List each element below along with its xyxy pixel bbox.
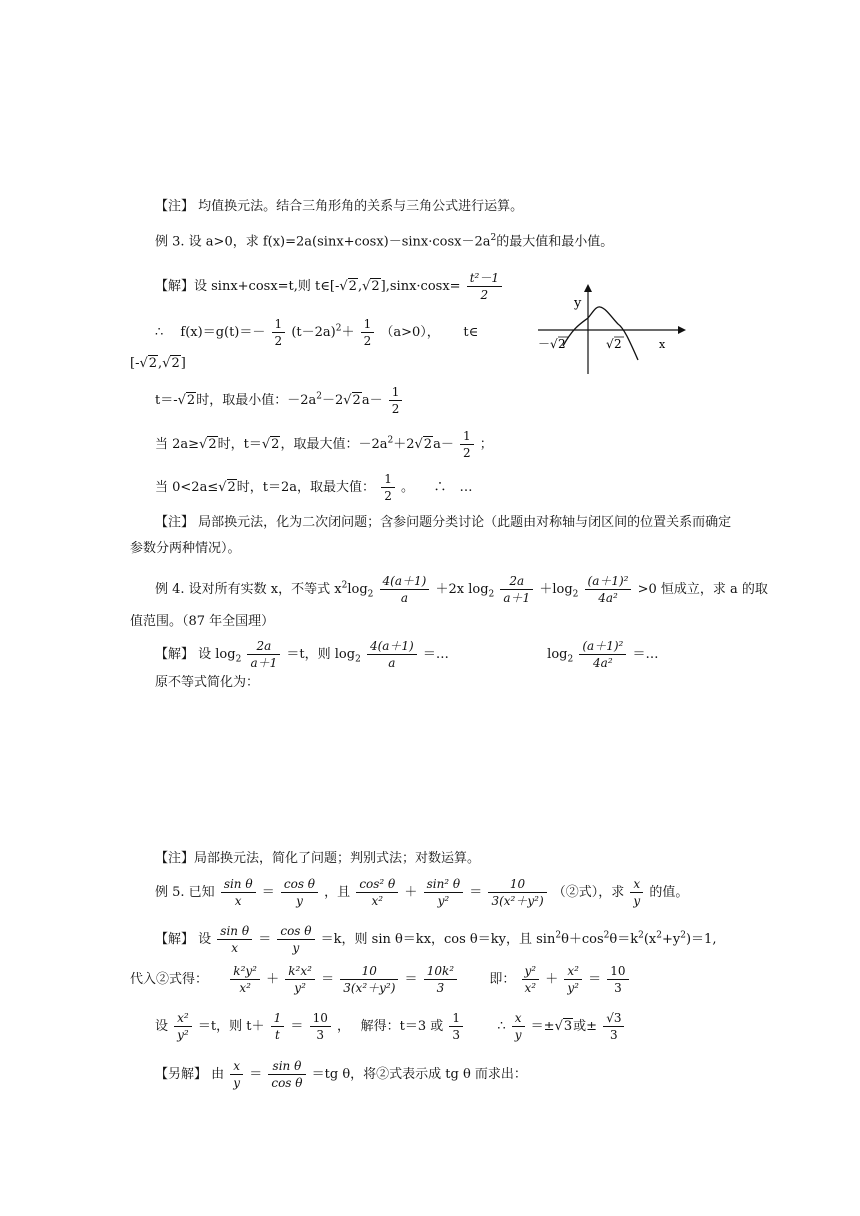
note-2-line-2: 参数分两种情况）。 bbox=[130, 541, 241, 556]
example-5: 例 5. 已知 $\frac{\text{sin θ}}{x}$ ＝ $\frac{\text{cos θ}}{y}$ ，且 $\frac{\text{cos² θ}}{\text{x²}}$ ＋ $\frac{\text{sin² θ}}{\text{y²}}$ ＝ $\frac{10}{\text{3(x²＋y²)}}$ （②式），求 $\frac{x}{y}$ 的值。 bbox=[155, 877, 689, 908]
function-line: ∴ f(x)＝g(t)＝－ $\frac{1}{2}$ $(t-2a)^2+$ $\frac{1}{2}$ （a>0）， t∈ bbox=[155, 317, 479, 348]
set-t-line: 设 $\frac{\text{x²}}{\text{y²}}$ ＝t，则 t＋ $\frac{1}{t}$ ＝ $\frac{10}{3}$ ， 解得：t＝3 或 $\frac{1}{3}$ ∴ $\frac{x}{y}$ ＝±√3或± $\frac{√3}{3}$ bbox=[155, 1012, 626, 1041]
y-axis-arrow bbox=[584, 284, 592, 292]
x-label: x bbox=[659, 338, 666, 351]
alternative-solution: 【另解】 由 $\frac{x}{y}$ ＝ $\frac{\text{sin θ}}{\text{cos θ}}$ ＝tg θ，将②式表示成 tg θ 而求出： bbox=[155, 1059, 527, 1090]
example-4: 例 4. 设对所有实数 x，不等式 $x^2\log_2$ $\frac{4(a+1)}{a}$ ＋2x $\log_2$ $\frac{2a}{a+1}$ $+\log_2$ $\frac{\text{(a＋1)²}}{\text{4a²}}$ >0 恒成立，求 a 的取 bbox=[155, 574, 768, 605]
substitution-line: 代入②式得： $\frac{\text{k²y²}}{\text{x²}}$ ＋ $\frac{\text{k²x²}}{\text{y²}}$ ＝ $\frac{10}{\text{3(x²＋y²)}}$ ＝ $\frac{\text{10k²}}{3}$ 即： $\frac{\text{y²}}{\text{x²}}$ ＋ $\frac{\text{x²}}{\text{y²}}$ ＝ $\frac{10}{3}$ bbox=[130, 965, 631, 994]
curve bbox=[563, 307, 638, 360]
interval: [-√2,√2] bbox=[130, 356, 186, 371]
simplify-label: 原不等式简化为： bbox=[155, 675, 260, 690]
y-label: y bbox=[574, 296, 582, 311]
note-2-line-1: 【注】 局部换元法，化为二次闭问题；含参问题分类讨论（此题由对称轴与闭区间的位置关系而确定 bbox=[155, 515, 732, 530]
neg-root-2: 2 bbox=[558, 337, 566, 351]
svg-text:√: √ bbox=[606, 337, 614, 351]
fraction: $\frac{\text{t²－1}}{2}$ bbox=[467, 272, 502, 301]
min-value-line: t＝-√2时，取最小值：$-2a^2-2√2a-$ $\frac{1}{2}$ bbox=[155, 386, 404, 415]
x-axis-arrow bbox=[678, 326, 686, 334]
graph bbox=[538, 282, 688, 382]
example-3: 例 3. 设 a>0，求 $f(x)=2a(\sin x+\cos x)-\sin x\cdot\cos x-2a^2$的最大值和最小值。 bbox=[155, 233, 614, 250]
max-value-line-1: 当 2a≥√2时，t＝√2，取最大值：$-2a^2+2√2a-$ $\frac{1}{2}$ ； bbox=[155, 429, 493, 460]
solution-5: 【解】 设 $\frac{\text{sin θ}}{x}$ ＝ $\frac{\text{cos θ}}{y}$ ＝k，则 sin θ＝kx，cos θ＝ky，且 $\sin^2\theta+\cos^2\theta=k^2(x^2+y^2)=1$, bbox=[155, 924, 717, 955]
solution-4: 【解】 设 $\log_2$ $\frac{2a}{a+1}$ ＝t，则 $\log_2$ $\frac{4(a+1)}{a}$ ＝… $\log_2$ $\frac{\text{(a＋1)²}}{\text{4a²}}$ ＝… bbox=[155, 639, 659, 670]
root-2: 2 bbox=[614, 337, 622, 351]
solution-3: 【解】设 sinx+cosx=t,则 t∈[-√2,√2],sinx·cosx= $\frac{\text{t²－1}}{2}$ bbox=[155, 272, 504, 301]
neg-sign: － bbox=[538, 337, 551, 351]
note-3: 【注】局部换元法，简化了问题；判别式法；对数运算。 bbox=[155, 851, 481, 866]
note-1: 【注】 均值换元法。结合三角形角的关系与三角公式进行运算。 bbox=[155, 199, 524, 214]
max-value-line-2: 当 0<2a≤√2时，t＝2a，取最大值： $\frac{1}{2}$ 。 ∴ … bbox=[155, 472, 473, 503]
svg-text:√: √ bbox=[550, 337, 558, 351]
example-4-line-2: 值范围。（87 年全国理） bbox=[130, 614, 275, 629]
